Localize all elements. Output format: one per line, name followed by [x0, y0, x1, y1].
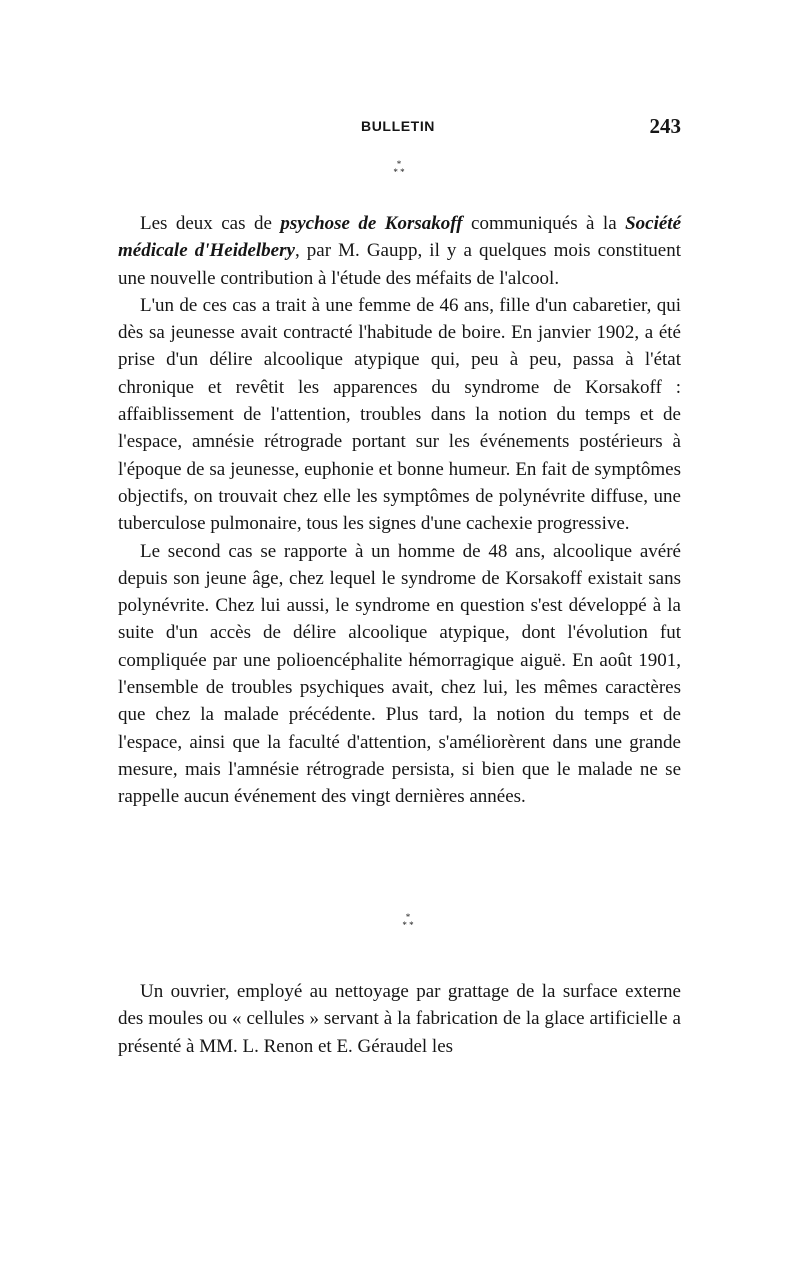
page-header: [118, 114, 681, 140]
section-korsakoff: [118, 210, 681, 811]
paragraph: L'un de ces cas a trait à une femme de 46 ans, fille d'un cabaretier, qui dès sa jeunesse avait contracté l'habitude de boire. En janvier 1902, a été prise d'un délire alcoolique atypique qui, peu à peu, passa à l'état chronique et revêtit les apparences du syndrome de Korsakoff : affaiblissement de l'attention, troubles dans la notion du temps et de l'espace, amnésie rétrograde portant sur les événements postérieurs à l'époque de sa jeunesse, euphonie et bonne humeur. En fait de symptômes objectifs, on trouvait chez elle les symptômes de polynévrite diffuse, une tuberculose pulmonaire, tous les signes d'une cachexie progressive.: [118, 294, 681, 535]
separator-stars: * *: [402, 920, 414, 930]
section-ouvrier: [118, 978, 681, 1060]
page-number: 243: [649, 114, 681, 138]
italic-term: Société médicale d'Heidelbery: [118, 213, 682, 262]
section-separator-bottom: [398, 913, 418, 929]
paragraph: Un ouvrier, employé au nettoyage par grattage de la surface externe des moules ou « cellules » servant à la fabrication de la glace artificielle a présenté à MM. L. Renon et E. Géraudel les: [118, 981, 681, 1057]
paragraph: Les deux cas de psychose de Korsakoff communiqués à la Société médicale d'Heidelbery, par M. Gaupp, il y a quelques mois constituent une nouvelle contribution à l'étude des méfaits de l'alcool.: [118, 213, 682, 289]
separator-star: *: [405, 912, 411, 922]
italic-term: psychose de Korsakoff: [280, 213, 463, 234]
separator-star: *: [396, 159, 402, 169]
section-separator-top: [389, 160, 409, 176]
paragraph: Le second cas se rapporte à un homme de 48 ans, alcoolique avéré depuis son jeune âge, chez lequel le syndrome de Korsakoff existait sans polynévrite. Chez lui aussi, le syndrome en question s'est développé à la suite d'un accès de délire alcoolique atypique, dont l'évolution fut compliquée par une polioencéphalite hémorragique aiguë. En août 1901, l'ensemble de troubles psychiques avait, chez lui, les mêmes caractères que chez la malade précédente. Plus tard, la notion du temps et de l'espace, ainsi que la faculté d'attention, s'améliorèrent dans une grande mesure, mais l'amnésie rétrograde persista, si bien que le malade ne se rappelle aucun événement des vingt dernières années.: [118, 540, 681, 808]
separator-stars: * *: [393, 167, 405, 177]
running-head: BULLETIN: [361, 118, 436, 134]
